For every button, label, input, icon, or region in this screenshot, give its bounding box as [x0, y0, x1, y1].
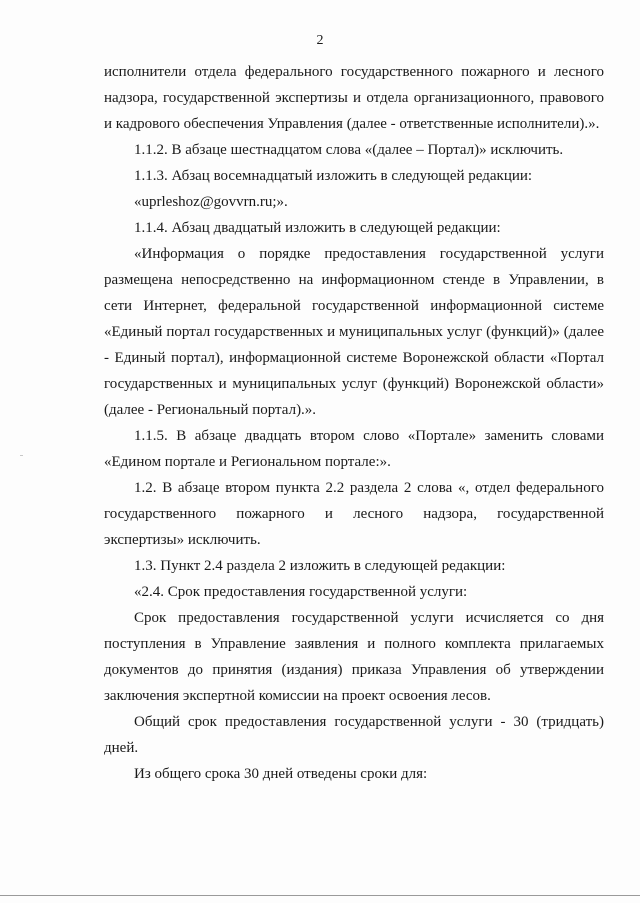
document-body	[104, 59, 604, 787]
page-bottom-edge	[0, 895, 640, 896]
paragraph-1-1-2: 1.1.2. В абзаце шестнадцатом слова «(далее – Портал)» исключить.	[134, 142, 564, 158]
page-number: 2	[316, 33, 324, 48]
paragraph-email: «uprleshoz@govvrn.ru;».	[134, 194, 288, 210]
paragraph-1-1-3: 1.1.3. Абзац восемнадцатый изложить в следующей редакции:	[134, 168, 533, 184]
paragraph-1-2: 1.2. В абзаце втором пункта 2.2 раздела 2 слова «, отдел федерального государственного пожарного и лесного надзора, государственной экспертизы» исключить.	[104, 480, 604, 548]
paragraph-term-definition: Срок предоставления государственной услуги исчисляется со дня поступления в Управление заявления и полного комплекта прилагаемых документов до принятия (издания) приказа Управления об утверждении заключения экспертной комиссии на проект освоения лесов.	[104, 610, 604, 704]
paragraph-2-4-heading: «2.4. Срок предоставления государственной услуги:	[134, 584, 468, 600]
paragraph-term-breakdown: Из общего срока 30 дней отведены сроки для:	[134, 766, 428, 782]
paragraph-information: «Информация о порядке предоставления государственной услуги размещена непосредственно на информационном стенде в Управлении, в сети Интернет, федеральной государственной информационной системе «Единый портал государственных и муниципальных услуг (функций)» (далее - Единый портал), информационной системе Воронежской области «Портал государственных и муниципальных услуг (функций) Воронежской области» (далее - Региональный портал).».	[104, 246, 604, 418]
scan-mark	[20, 455, 23, 456]
paragraph-1-1-4: 1.1.4. Абзац двадцатый изложить в следующей редакции:	[134, 220, 501, 236]
paragraph-continuation: исполнители отдела федерального государственного пожарного и лесного надзора, государственной экспертизы и отдела организационного, правового и кадрового обеспечения Управления (далее - ответственные исполнители).».	[104, 64, 604, 132]
paragraph-1-3: 1.3. Пункт 2.4 раздела 2 изложить в следующей редакции:	[134, 558, 506, 574]
paragraph-1-1-5: 1.1.5. В абзаце двадцать втором слово «Портале» заменить словами «Едином портале и Региональном портале:».	[104, 428, 604, 470]
paragraph-total-term: Общий срок предоставления государственной услуги - 30 (тридцать) дней.	[104, 714, 604, 756]
